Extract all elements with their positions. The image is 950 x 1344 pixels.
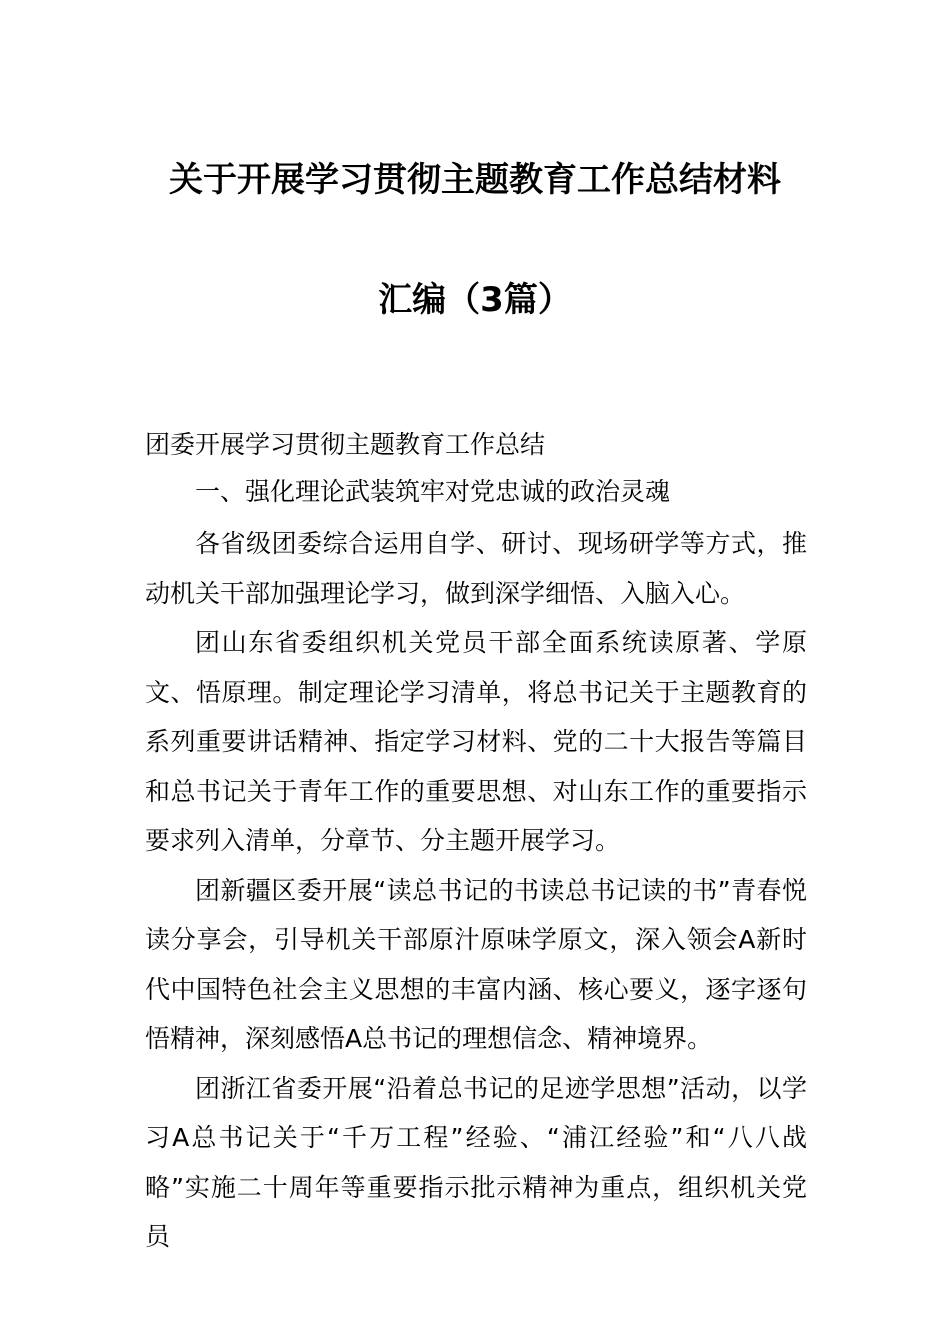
document-body [145, 420, 807, 1262]
body-paragraph: 团新疆区委开展“读总书记的书读总书记读的书”青春悦读分享会，引导机关干部原汁原味学原文，深入领会A新时代中国特色社会主义思想的丰富内涵、核心要义，逐字逐句悟精神，深刻感悟A总书记的理想信念、精神境界。 [145, 875, 807, 1053]
document-title-line-2: 汇编（3篇） [378, 280, 572, 320]
body-paragraph: 各省级团委综合运用自学、研讨、现场研学等方式，推动机关干部加强理论学习，做到深学细悟、入脑入心。 [145, 529, 807, 608]
section-title: 团委开展学习贯彻主题教育工作总结 [145, 430, 546, 459]
section-heading: 一、强化理论武装筑牢对党忠诚的政治灵魂 [195, 476, 671, 506]
body-paragraph: 团山东省委组织机关党员干部全面系统读原著、学原文、悟原理。制定理论学习清单，将总书记关于主题教育的系列重要讲话精神、指定学习材料、党的二十大报告等篇目和总书记关于青年工作的重要思想、对山东工作的重要指示要求列入清单，分章节、分主题开展学习。 [145, 628, 807, 855]
body-paragraph: 团浙江省委开展“沿着总书记的足迹学思想”活动，以学习A总书记关于“千万工程”经验、“浦江经验”和“八八战略”实施二十周年等重要指示批示精神为重点，组织机关党员 [145, 1073, 807, 1251]
document-title-line-1: 关于开展学习贯彻主题教育工作总结材料 [169, 160, 781, 200]
